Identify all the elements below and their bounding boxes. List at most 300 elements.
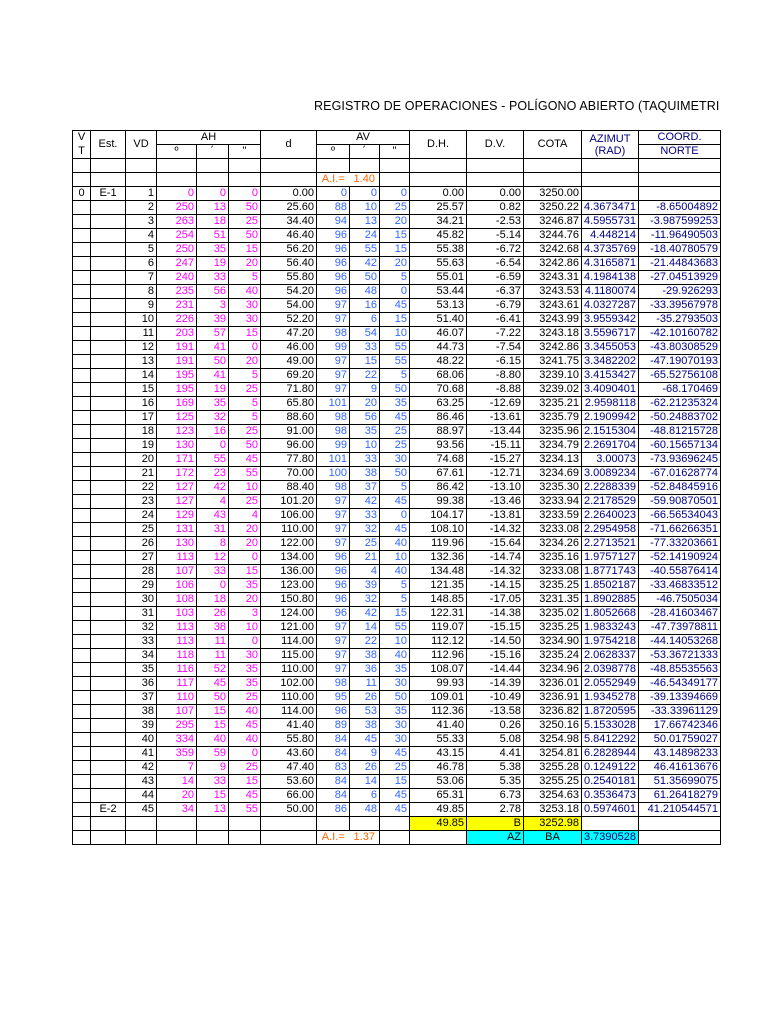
cell-cota: 3233.59 [524,509,582,523]
cell-cota: 3234.90 [524,635,582,649]
cell-azimut: 0.5974601 [582,803,639,817]
cell-dv: -6.79 [467,299,524,313]
cell-d: 47.40 [261,761,317,775]
cell-dv: 4.41 [467,747,524,761]
cell-vt [73,705,91,719]
cell-azimut: 2.1909942 [582,411,639,425]
cell-dh: 99.38 [410,495,467,509]
table-row [73,495,721,509]
cell-ah-min: 55 [197,453,229,467]
header-d: d [261,131,317,159]
cell-cota: 3244.76 [524,229,582,243]
cell-ah-min: 9 [197,761,229,775]
cell-ah-sec: 35 [229,677,261,691]
table-row [73,607,721,621]
cell-vt [73,677,91,691]
cell-azimut: 6.2828944 [582,747,639,761]
cell-ah-deg: 240 [157,271,197,285]
header-vt: V [73,131,91,145]
cell-est [91,747,126,761]
cell-cota: 3235.25 [524,621,582,635]
cell-est [91,663,126,677]
table-row [73,341,721,355]
cell-av-min: 11 [350,677,380,691]
cell-ah-deg: 123 [157,425,197,439]
cell-vd: 17 [126,411,157,425]
header-cota: COTA [524,131,582,159]
header-coord: COORD. [639,131,721,145]
cell-norte: 17.66742346 [639,719,721,733]
cell-d: 110.00 [261,691,317,705]
empty-cell [380,831,410,845]
cell-norte: 41.210544571 [639,803,721,817]
cell-av-deg: 96 [317,229,350,243]
cell-cota: 3235.79 [524,411,582,425]
header-av: AV [317,131,410,145]
cell-d: 121.00 [261,621,317,635]
cell-ah-min: 13 [197,803,229,817]
cell-ah-deg: 171 [157,453,197,467]
cell-dv: -7.22 [467,327,524,341]
cell-vd: 3 [126,215,157,229]
cell-ah-sec: 25 [229,215,261,229]
cell-av-deg: 99 [317,439,350,453]
cell-est [91,495,126,509]
cell-dv: -17.05 [467,593,524,607]
cell-est [91,691,126,705]
cell-vd: 24 [126,509,157,523]
cell-vd: 21 [126,467,157,481]
cell-ah-sec: 40 [229,285,261,299]
cell-ah-deg: 34 [157,803,197,817]
cell-ah-sec: 20 [229,593,261,607]
empty-cell [350,817,380,831]
cell-norte: -62.21235324 [639,397,721,411]
cell-cota: 3254.63 [524,789,582,803]
cell-av-deg: 97 [317,495,350,509]
cell-cota: 3235.02 [524,607,582,621]
cell-vt [73,229,91,243]
cell-av-deg: 97 [317,523,350,537]
cell-ah-sec: 25 [229,495,261,509]
cell-d: 65.80 [261,397,317,411]
ai-bottom-value: 1.37 [350,831,380,845]
cell-vd: 1 [126,187,157,201]
cell-dv: -14.44 [467,663,524,677]
cell-av-deg: 97 [317,509,350,523]
cell-vt [73,579,91,593]
cell-dv: 5.35 [467,775,524,789]
cell-vt [73,369,91,383]
cell-av-min: 6 [350,789,380,803]
cell-av-sec: 55 [380,621,410,635]
cell-ah-sec: 5 [229,397,261,411]
cell-norte: -40.55876414 [639,565,721,579]
cell-ah-min: 0 [197,187,229,201]
cell-est [91,509,126,523]
cell-av-sec: 40 [380,537,410,551]
cell-vt [73,761,91,775]
cell-est [91,607,126,621]
cell-azimut: 1.9757127 [582,551,639,565]
cell-dh: 53.44 [410,285,467,299]
table-row [73,537,721,551]
cell-azimut: 4.1180074 [582,285,639,299]
cell-vt [73,299,91,313]
cell-azimut: 5.8412292 [582,733,639,747]
cell-vd: 39 [126,719,157,733]
cell-dv: -13.61 [467,411,524,425]
empty-cell [126,817,157,831]
cell-est [91,299,126,313]
cell-azimut: 1.8052668 [582,607,639,621]
cell-azimut: 2.1515304 [582,425,639,439]
cell-vt [73,341,91,355]
cell-av-sec: 45 [380,789,410,803]
cell-av-min: 0 [350,187,380,201]
cell-azimut: 0.2540181 [582,775,639,789]
cell-dh: 67.61 [410,467,467,481]
cell-cota: 3236.01 [524,677,582,691]
cell-cota: 3235.96 [524,425,582,439]
cell-est: E-2 [91,803,126,817]
cell-est [91,369,126,383]
table-row [73,243,721,257]
cell-norte: -68.170469 [639,383,721,397]
cell-est [91,635,126,649]
header-ah-deg: º [157,145,197,159]
cell-av-sec: 25 [380,425,410,439]
table-row [73,467,721,481]
cell-av-deg: 86 [317,803,350,817]
cell-est [91,551,126,565]
cell-dh: 43.15 [410,747,467,761]
cell-d: 123.00 [261,579,317,593]
cell-vd: 14 [126,369,157,383]
cell-vt [73,691,91,705]
cell-ah-min: 50 [197,355,229,369]
cell-cota: 3239.10 [524,369,582,383]
cell-norte [639,187,721,201]
cell-est [91,411,126,425]
cell-d: 71.80 [261,383,317,397]
cell-av-deg: 84 [317,733,350,747]
cell-ah-min: 18 [197,593,229,607]
cell-vt [73,285,91,299]
cell-ah-min: 41 [197,341,229,355]
cell-av-sec: 30 [380,677,410,691]
cell-norte: -67.01628774 [639,467,721,481]
cell-ah-deg: 203 [157,327,197,341]
cell-ah-sec: 0 [229,187,261,201]
cell-vt [73,313,91,327]
cell-d: 46.00 [261,341,317,355]
cell-cota: 3243.53 [524,285,582,299]
cell-d: 88.40 [261,481,317,495]
cell-ah-min: 31 [197,523,229,537]
cell-av-deg: 97 [317,621,350,635]
cell-azimut: 4.448214 [582,229,639,243]
cell-vt [73,593,91,607]
cell-ah-sec: 40 [229,705,261,719]
table-row [73,621,721,635]
cell-av-sec: 40 [380,649,410,663]
cell-av-min: 24 [350,229,380,243]
cell-ah-min: 51 [197,229,229,243]
cell-est [91,467,126,481]
cell-vd: 33 [126,635,157,649]
header-dv: D.V. [467,131,524,159]
cell-dv: -14.50 [467,635,524,649]
cell-cota: 3242.68 [524,243,582,257]
cell-ah-min: 18 [197,215,229,229]
cell-ah-sec: 15 [229,327,261,341]
empty-cell [157,831,197,845]
table-row [73,747,721,761]
cell-av-min: 42 [350,495,380,509]
cell-vd: 10 [126,313,157,327]
cell-azimut: 3.3455053 [582,341,639,355]
cell-dh: 119.07 [410,621,467,635]
cell-ah-sec: 10 [229,481,261,495]
cell-azimut: 0.1249122 [582,761,639,775]
cell-av-min: 36 [350,663,380,677]
cell-norte: -73.93696245 [639,453,721,467]
table-row [73,803,721,817]
cell-vt [73,481,91,495]
cell-av-sec: 45 [380,299,410,313]
cell-d: 43.60 [261,747,317,761]
cell-ah-deg: 110 [157,691,197,705]
cell-av-min: 50 [350,271,380,285]
cell-d: 114.00 [261,635,317,649]
cell-av-min: 25 [350,537,380,551]
cell-dh: 45.82 [410,229,467,243]
cell-dv: -8.80 [467,369,524,383]
cell-dh: 93.56 [410,439,467,453]
cell-ah-sec: 45 [229,719,261,733]
table-row [73,355,721,369]
table-row [73,411,721,425]
empty-cell [91,817,126,831]
cell-av-sec: 15 [380,229,410,243]
cell-norte: -33.33961129 [639,705,721,719]
table-row [73,257,721,271]
cell-ah-deg: 116 [157,663,197,677]
table-row [73,215,721,229]
cell-dh: 53.13 [410,299,467,313]
cell-ah-deg: 191 [157,355,197,369]
table-row [73,383,721,397]
cell-norte: -47.19070193 [639,355,721,369]
cell-av-deg: 96 [317,243,350,257]
cell-ah-sec: 5 [229,271,261,285]
cell-av-sec: 40 [380,565,410,579]
cell-d: 49.00 [261,355,317,369]
cell-vd: 20 [126,453,157,467]
cell-azimut: 1.9833243 [582,621,639,635]
cell-est [91,453,126,467]
table-row [73,397,721,411]
cell-av-deg: 99 [317,341,350,355]
cell-azimut: 1.8720595 [582,705,639,719]
cell-vt [73,663,91,677]
cell-ah-min: 16 [197,425,229,439]
cell-azimut: 2.2954958 [582,523,639,537]
cell-d: 136.00 [261,565,317,579]
cell-dh: 148.85 [410,593,467,607]
cell-d: 77.80 [261,453,317,467]
cell-vd: 16 [126,397,157,411]
cell-dh: 25.57 [410,201,467,215]
cell-av-deg: 84 [317,747,350,761]
cell-ah-min: 0 [197,439,229,453]
cell-d: 150.80 [261,593,317,607]
cell-vt [73,383,91,397]
cell-ah-sec: 50 [229,201,261,215]
cell-cota: 3255.28 [524,761,582,775]
table-row [73,635,721,649]
cell-av-min: 55 [350,243,380,257]
cell-cota: 3233.08 [524,523,582,537]
cell-norte: -46.54349177 [639,677,721,691]
empty-cell [639,831,721,845]
cell-av-sec: 5 [380,579,410,593]
cell-azimut: 2.0628337 [582,649,639,663]
cell-dv: -13.58 [467,705,524,719]
cell-av-deg: 84 [317,775,350,789]
cell-norte: -60.15657134 [639,439,721,453]
summary-ba-label: BA [524,831,582,845]
summary-cota: 3252.98 [524,817,582,831]
table-row [73,509,721,523]
cell-azimut: 4.0327287 [582,299,639,313]
cell-cota: 3235.24 [524,649,582,663]
empty-cell [317,817,350,831]
cell-dv: -15.11 [467,439,524,453]
cell-av-sec: 45 [380,411,410,425]
cell-norte: -71.66266351 [639,523,721,537]
empty-cell [157,817,197,831]
cell-ah-deg: 118 [157,649,197,663]
cell-dv: -14.39 [467,677,524,691]
cell-ah-sec: 20 [229,355,261,369]
cell-av-sec: 50 [380,383,410,397]
cell-vd: 5 [126,243,157,257]
cell-ah-min: 45 [197,677,229,691]
cell-d: 56.20 [261,243,317,257]
cell-dv: -14.38 [467,607,524,621]
header-ah: AH [157,131,261,145]
cell-dh: 46.78 [410,761,467,775]
cell-norte: -77.33203661 [639,537,721,551]
cell-ah-sec: 5 [229,411,261,425]
cell-dv: -6.59 [467,271,524,285]
cell-dv: -7.54 [467,341,524,355]
cell-ah-min: 56 [197,285,229,299]
cell-av-deg: 98 [317,425,350,439]
empty-cell [73,817,91,831]
cell-dh: 99.93 [410,677,467,691]
cell-av-min: 42 [350,257,380,271]
cell-vd: 15 [126,383,157,397]
cell-vd: 32 [126,621,157,635]
cell-vd: 8 [126,285,157,299]
cell-av-sec: 35 [380,705,410,719]
cell-av-deg: 97 [317,313,350,327]
cell-ah-min: 26 [197,607,229,621]
cell-av-sec: 15 [380,243,410,257]
cell-av-deg: 97 [317,649,350,663]
cell-vd: 27 [126,551,157,565]
cell-vt [73,733,91,747]
cell-ah-deg: 131 [157,523,197,537]
table-row [73,733,721,747]
cell-vd: 42 [126,761,157,775]
table-row [73,593,721,607]
cell-cota: 3234.69 [524,467,582,481]
cell-d: 56.40 [261,257,317,271]
cell-norte: 61.26418279 [639,789,721,803]
cell-ah-min: 0 [197,579,229,593]
cell-dv: -6.72 [467,243,524,257]
cell-d: 122.00 [261,537,317,551]
cell-est [91,579,126,593]
cell-norte: -44.14053268 [639,635,721,649]
table-row [73,551,721,565]
cell-est [91,523,126,537]
cell-norte: -59.90870501 [639,495,721,509]
cell-ah-min: 11 [197,635,229,649]
cell-norte: 51.35699075 [639,775,721,789]
summary-az-label: AZ [467,831,524,845]
cell-est [91,677,126,691]
cell-est [91,271,126,285]
cell-est [91,537,126,551]
cell-cota: 3231.35 [524,593,582,607]
header-vt-t: T [73,145,91,159]
cell-azimut: 5.1533028 [582,719,639,733]
cell-ah-sec: 35 [229,663,261,677]
cell-norte: -50.24883702 [639,411,721,425]
cell-ah-deg: 107 [157,705,197,719]
cell-av-sec: 15 [380,775,410,789]
cell-vt [73,649,91,663]
cell-cota: 3233.94 [524,495,582,509]
cell-av-sec: 45 [380,495,410,509]
cell-ah-deg: 113 [157,551,197,565]
cell-norte: -66.56534043 [639,509,721,523]
cell-est [91,257,126,271]
cell-av-min: 35 [350,425,380,439]
cell-vt [73,425,91,439]
ai-bottom-label: A.I.= [317,831,350,845]
header-av-sec: " [380,145,410,159]
cell-ah-min: 33 [197,271,229,285]
cell-av-deg: 97 [317,355,350,369]
cell-d: 110.00 [261,663,317,677]
cell-ah-sec: 35 [229,579,261,593]
cell-vd: 35 [126,663,157,677]
cell-vt [73,551,91,565]
cell-ah-min: 59 [197,747,229,761]
cell-dv: -5.14 [467,229,524,243]
cell-vt [73,789,91,803]
cell-dh: 34.21 [410,215,467,229]
cell-est [91,355,126,369]
cell-av-deg: 96 [317,285,350,299]
cell-dh: 134.48 [410,565,467,579]
